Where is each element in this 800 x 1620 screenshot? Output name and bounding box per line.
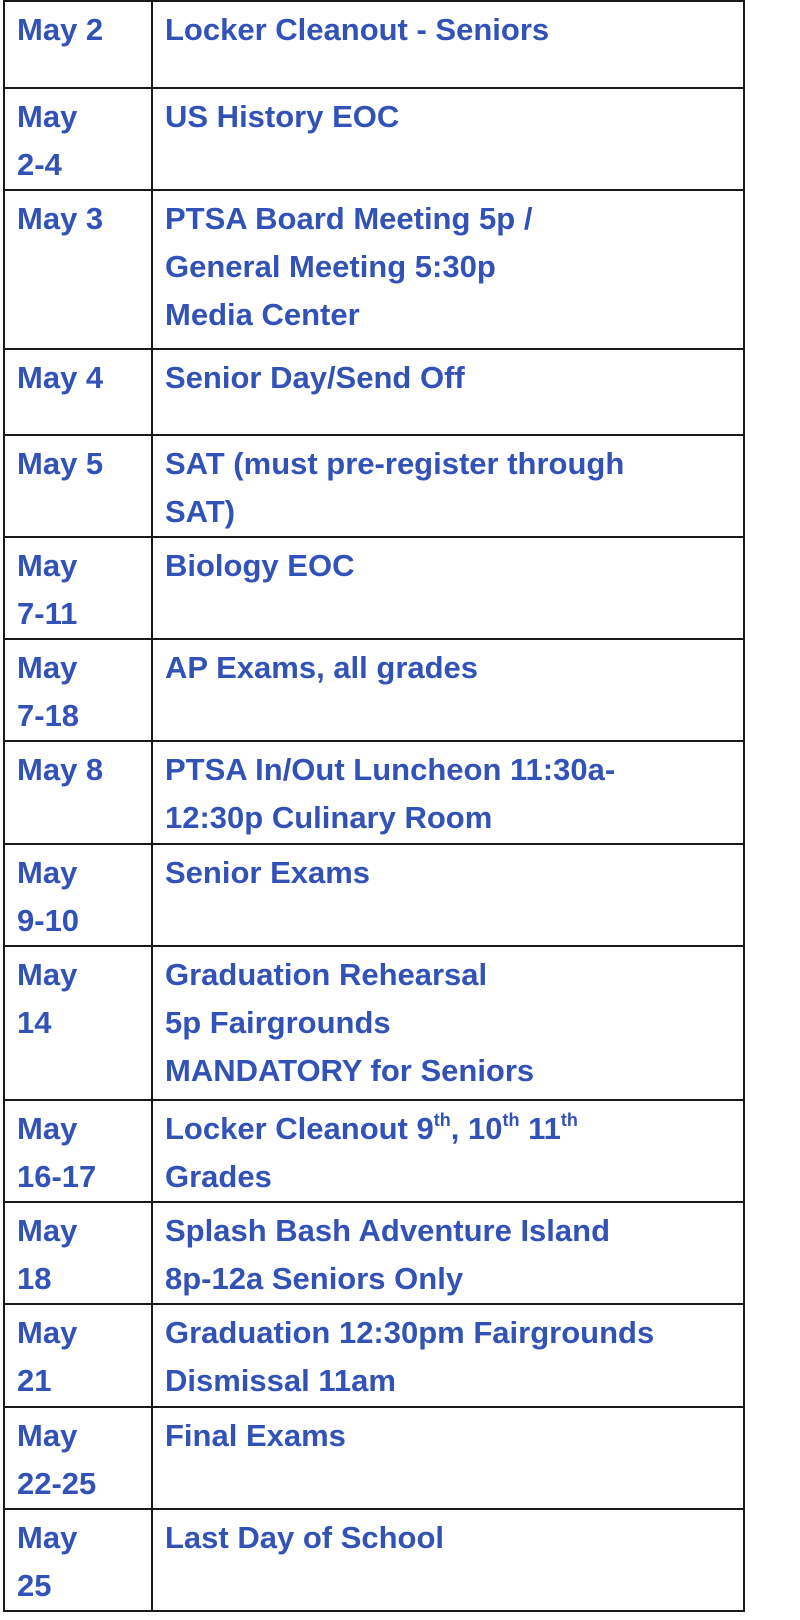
date-text: 7-11 xyxy=(17,595,78,631)
date-text: May xyxy=(17,854,78,890)
grade-ordinal-suffix: th xyxy=(560,1109,578,1130)
date-text: May xyxy=(17,1213,78,1249)
date-text: May xyxy=(17,650,78,686)
date-text: 7-18 xyxy=(17,698,80,734)
date-text: May xyxy=(17,99,78,135)
date-cell xyxy=(4,349,152,435)
event-text: Locker Cleanout - Seniors xyxy=(165,12,550,47)
event-cell xyxy=(152,741,744,843)
date-text: 14 xyxy=(17,1004,52,1040)
event-cell xyxy=(152,1304,744,1406)
event-text: PTSA In/Out Luncheon 11:30a- xyxy=(165,752,616,788)
event-text: Splash Bash Adventure Island xyxy=(165,1213,611,1249)
date-text: May 4 xyxy=(17,359,104,395)
event-cell xyxy=(152,190,744,348)
table-row xyxy=(4,1407,744,1509)
table-row xyxy=(4,1304,744,1406)
event-cell xyxy=(152,1,744,88)
date-text: May xyxy=(17,1519,78,1555)
grade-ordinal-suffix: th xyxy=(502,1109,520,1130)
date-cell xyxy=(4,1100,152,1202)
event-text: General Meeting 5:30p xyxy=(165,249,496,285)
date-cell xyxy=(4,844,152,946)
event-cell xyxy=(152,844,744,946)
date-text: 9-10 xyxy=(17,902,80,938)
table-row xyxy=(4,537,744,639)
locker-cleanout-label: Locker Cleanout xyxy=(165,1111,408,1146)
event-cell xyxy=(152,537,744,639)
event-text: SAT (must pre-register through xyxy=(165,445,625,481)
date-cell xyxy=(4,537,152,639)
events-table xyxy=(3,0,745,1612)
event-cell xyxy=(152,435,744,537)
date-text: May 2 xyxy=(17,12,104,47)
date-cell xyxy=(4,1407,152,1509)
date-cell xyxy=(4,1,152,88)
grade-number: 10 xyxy=(468,1111,503,1146)
date-text: 22-25 xyxy=(17,1465,97,1501)
grade-number: 9 xyxy=(416,1111,434,1146)
table-row xyxy=(4,1509,744,1611)
table-row xyxy=(4,741,744,843)
table-row xyxy=(4,190,744,348)
date-text: 21 xyxy=(17,1363,52,1399)
table-row xyxy=(4,844,744,946)
date-text: May xyxy=(17,1111,78,1146)
date-text: May xyxy=(17,1417,78,1453)
date-text: May 3 xyxy=(17,201,104,237)
date-cell xyxy=(4,1304,152,1406)
table-row xyxy=(4,88,744,190)
date-text: 2-4 xyxy=(17,147,62,183)
event-text: Biology EOC xyxy=(165,547,355,583)
date-cell xyxy=(4,88,152,190)
event-cell xyxy=(152,1509,744,1611)
date-cell xyxy=(4,190,152,348)
event-cell xyxy=(152,1407,744,1509)
table-row xyxy=(4,946,744,1100)
locker-cleanout-line: Locker Cleanout 9th, 10th 11th xyxy=(165,1109,578,1146)
event-cell xyxy=(152,349,744,435)
event-text: Senior Exams xyxy=(165,854,371,890)
date-text: May xyxy=(17,956,78,992)
event-text: AP Exams, all grades xyxy=(165,650,479,686)
table-row xyxy=(4,1100,744,1202)
event-text: Graduation 12:30pm Fairgrounds xyxy=(165,1315,655,1351)
event-text: SAT) xyxy=(165,493,236,529)
event-text: 8p-12a Seniors Only xyxy=(165,1261,464,1297)
date-cell xyxy=(4,946,152,1100)
date-cell xyxy=(4,741,152,843)
date-cell xyxy=(4,639,152,741)
date-cell xyxy=(4,1509,152,1611)
date-cell xyxy=(4,1202,152,1304)
event-text: Last Day of School xyxy=(165,1519,445,1555)
event-cell xyxy=(152,639,744,741)
event-text: PTSA Board Meeting 5p / xyxy=(165,201,533,237)
event-cell xyxy=(152,88,744,190)
table-row xyxy=(4,639,744,741)
event-cell xyxy=(152,946,744,1100)
event-text: Media Center xyxy=(165,297,360,333)
date-text: May xyxy=(17,547,78,583)
date-text: 18 xyxy=(17,1261,52,1297)
date-text: 25 xyxy=(17,1567,52,1603)
date-text: 16-17 xyxy=(17,1159,97,1194)
grade-number: 11 xyxy=(528,1111,561,1146)
table-row xyxy=(4,1,744,88)
event-text: 12:30p Culinary Room xyxy=(165,800,493,836)
event-text: Senior Day/Send Off xyxy=(165,359,465,395)
event-text: US History EOC xyxy=(165,99,400,135)
event-text: Dismissal 11am xyxy=(165,1363,396,1399)
grade-ordinal-suffix: th xyxy=(433,1109,451,1130)
table-row xyxy=(4,1202,744,1304)
event-cell xyxy=(152,1100,744,1202)
event-cell xyxy=(152,1202,744,1304)
table-row xyxy=(4,349,744,435)
event-text: 5p Fairgrounds xyxy=(165,1004,391,1040)
event-text: MANDATORY for Seniors xyxy=(165,1052,535,1088)
date-text: May xyxy=(17,1315,78,1351)
table-row xyxy=(4,435,744,537)
date-text: May 5 xyxy=(17,445,104,481)
date-text: May 8 xyxy=(17,752,104,788)
event-text: Final Exams xyxy=(165,1417,346,1453)
event-text: Graduation Rehearsal xyxy=(165,956,488,992)
date-cell xyxy=(4,435,152,537)
event-text: Grades xyxy=(165,1159,272,1194)
